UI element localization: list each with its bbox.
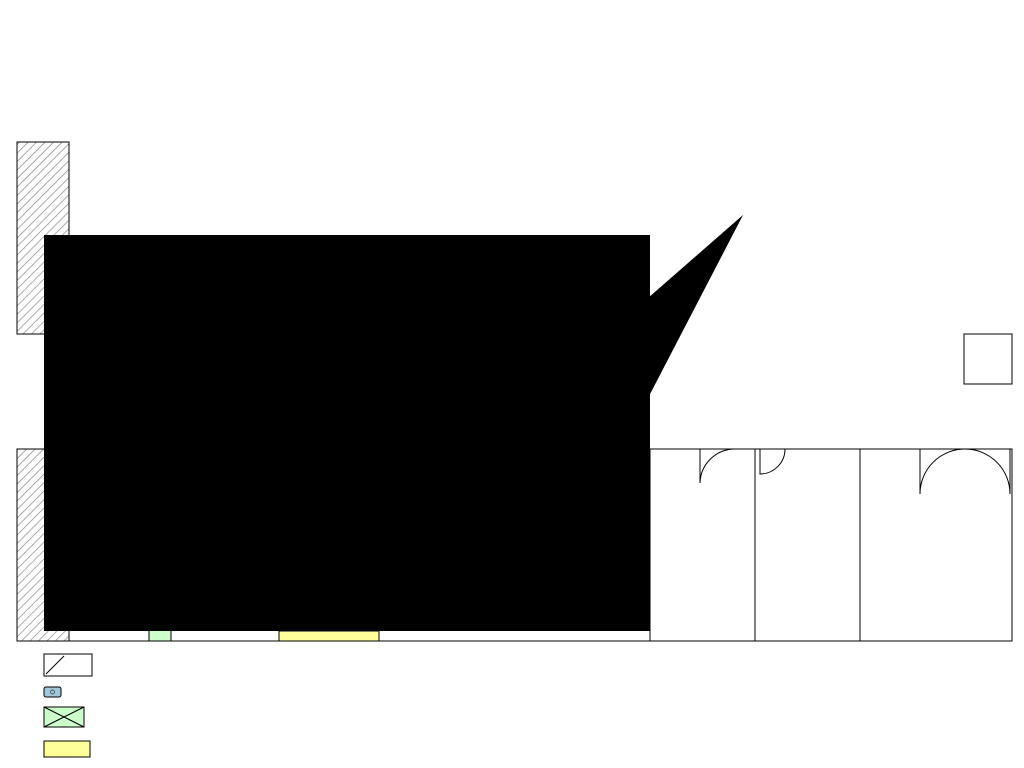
corridor-alcove [964,334,1012,384]
legend-bed-swatch [44,654,92,676]
legend [44,654,92,757]
callout-pointer [648,215,743,398]
bench-ch10 [279,631,379,641]
legend-bench-swatch [44,741,90,757]
legend-water-swatch [44,687,61,697]
case-callout [44,235,650,631]
